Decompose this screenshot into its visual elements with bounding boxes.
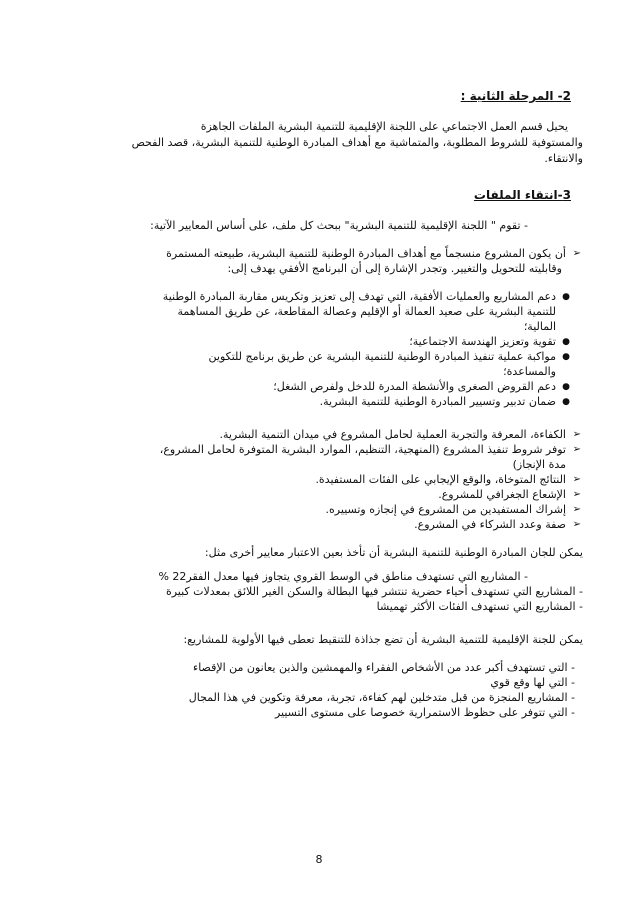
bullet-item bbox=[40, 289, 583, 334]
bullet-line: والمساعدة؛ bbox=[503, 365, 556, 378]
bullet-icon: ● bbox=[562, 292, 570, 302]
criterion-line: إشراك المستفيدين من المشروع في إنجازه وتسييره. bbox=[325, 503, 566, 516]
criteria-list bbox=[40, 427, 583, 532]
criterion-item bbox=[40, 487, 583, 502]
arrow-marker-icon: ➢ bbox=[572, 519, 581, 530]
criteria-intro: - تقوم " اللجنة الإقليمية للتنمية البشرية" ببحث كل ملف، على أساس المعايير الآتية: bbox=[150, 219, 528, 232]
bullet-line: دعم المشاريع والعمليات الأفقية، التي تهدف إلى تعزيز وتكريس مقاربة المبادرة الوطنية bbox=[162, 290, 556, 303]
section-2-heading: 2- المرحلة الثانية : bbox=[460, 89, 571, 103]
criterion-item bbox=[40, 427, 583, 442]
list-item: - المشاريع التي تستهدف الفئات الأكثر تهميشا bbox=[376, 600, 583, 613]
bullet-item bbox=[40, 334, 583, 349]
bullet-line: ضمان تدبير وتسيير المبادرة الوطنية للتنمية البشرية. bbox=[319, 395, 556, 408]
bullet-icon: ● bbox=[562, 397, 570, 407]
list-item: - المشاريع التي تستهدف مناطق في الوسط القروي يتجاوز فيها معدل الفقر22 % bbox=[158, 570, 528, 583]
criterion-item bbox=[40, 472, 583, 487]
criterion-item bbox=[40, 246, 583, 276]
arrow-marker-icon: ➢ bbox=[572, 489, 581, 500]
bullet-icon: ● bbox=[562, 352, 570, 362]
bullet-line: مواكبة عملية تنفيذ المبادرة الوطنية للتنمية البشرية عن طريق برنامج للتكوين bbox=[208, 350, 556, 363]
bullet-item bbox=[40, 379, 583, 394]
paragraph-line: والمستوفية للشروط المطلوبة، والمتماشية مع أهداف المبادرة الوطنية للتنمية البشرية، قصد الفحص bbox=[131, 136, 583, 149]
bullet-icon: ● bbox=[562, 337, 570, 347]
paragraph-line: يحيل قسم العمل الاجتماعي على اللجنة الإقليمية للتنمية البشرية الملفات الجاهزة bbox=[200, 120, 568, 133]
regional-committee-intro: يمكن للجنة الإقليمية للتنمية البشرية أن تضع جذاذة للتنقيط تعطى فيها الأولوية للمشاريع: bbox=[183, 633, 583, 646]
criterion-line: الإشعاع الجغرافي للمشروع. bbox=[438, 488, 566, 501]
local-committees-intro: يمكن للجان المبادرة الوطنية للتنمية البشرية أن تأخذ بعين الاعتبار معايير أخرى مثل: bbox=[204, 546, 583, 559]
criterion-item bbox=[40, 517, 583, 532]
criterion-line: وقابليته للتحويل والتغيير. وتجدر الإشارة إلى أن البرنامج الأفقي يهدف إلى: bbox=[227, 262, 562, 275]
list-item: - المشاريع التي تستهدف أحياء حضرية تنتشر فيها البطالة والسكن الغير اللائق بمعدلات كبيرة bbox=[165, 585, 583, 598]
page-number: 8 bbox=[315, 853, 323, 866]
local-committees-list bbox=[40, 569, 583, 614]
criterion-line: الكفاءة، المعرفة والتجربة العملية لحامل المشروع في ميدان التنمية البشرية. bbox=[219, 428, 566, 441]
bullet-line: المالية؛ bbox=[523, 320, 556, 333]
criterion-line: صفة وعدد الشركاء في المشروع. bbox=[414, 518, 566, 531]
criterion-item bbox=[40, 502, 583, 517]
bullet-line: تقوية وتعزيز الهندسة الاجتماعية؛ bbox=[409, 335, 556, 348]
list-item: - التي تستهدف أكبر عدد من الأشخاص الفقراء والمهمشين والذين يعانون من الإقصاء bbox=[193, 661, 575, 674]
criterion-line: مدة الإنجاز) bbox=[512, 458, 566, 471]
arrow-marker-icon: ➢ bbox=[572, 474, 581, 485]
bullet-icon: ● bbox=[562, 382, 570, 392]
list-item: - التي لها وقع قوي bbox=[490, 676, 575, 689]
regional-committee-list bbox=[40, 660, 583, 720]
bullet-item bbox=[40, 349, 583, 379]
arrow-marker-icon: ➢ bbox=[572, 429, 581, 440]
list-item: - المشاريع المنجزة من قبل متدخلين لهم كفاءة، تجربة، معرفة وتكوين في هذا المجال bbox=[188, 691, 575, 704]
arrow-marker-icon: ➢ bbox=[572, 504, 581, 515]
arrow-marker-icon: ➢ bbox=[572, 444, 581, 455]
section-3-heading: 3-انتقاء الملفات bbox=[473, 188, 571, 202]
criterion-item bbox=[40, 442, 583, 472]
document-body bbox=[40, 88, 583, 720]
bullet-line: للتنمية البشرية على صعيد العمالة أو الإقليم وعصالة المقاطعة، عن طريق المساهمة bbox=[177, 305, 556, 318]
list-item: - التي تتوفر على حظوظ الاستمرارية خصوصا على مستوى التسيير bbox=[274, 706, 575, 719]
criterion-line: النتائج المتوخاة، والوقع الإيجابي على الفئات المستفيدة. bbox=[315, 473, 566, 486]
bullet-item bbox=[40, 394, 583, 409]
criterion-line: توفر شروط تنفيذ المشروع (المنهجية، التنظيم، الموارد البشرية المتوفرة لحامل المشروع، bbox=[159, 443, 566, 456]
bullet-line: دعم القروض الصغرى والأنشطة المدرة للدخل ولفرص الشغل؛ bbox=[273, 380, 556, 393]
paragraph-line: والانتقاء. bbox=[544, 152, 583, 165]
criterion-line: أن يكون المشروع منسجماً مع أهداف المبادرة الوطنية للتنمية البشرية، طبيعته المستمرة bbox=[166, 247, 566, 260]
arrow-marker-icon: ➢ bbox=[572, 248, 581, 259]
section-2-paragraph bbox=[40, 119, 583, 167]
